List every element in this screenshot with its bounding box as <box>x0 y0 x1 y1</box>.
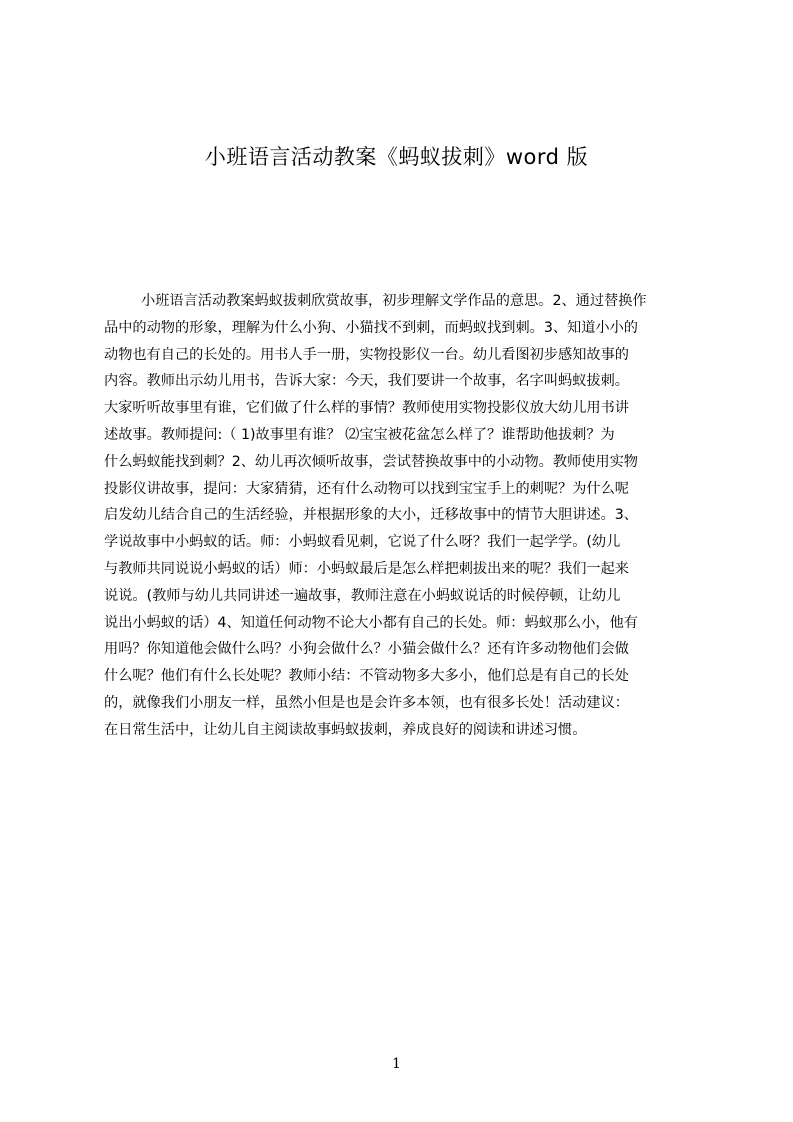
text-line: 投影仪讲故事，提问：大家猜猜，还有什么动物可以找到宝宝手上的刺呢？为什么呢 <box>104 480 629 497</box>
text-line: 小班语言活动教案蚂蚁拔刺欣赏故事，初步理解文学作品的意思。2、通过替换作 <box>141 293 647 309</box>
text-line: 大家听听故事里有谁，它们做了什么样的事情？教师使用实物投影仪放大幼儿用书讲 <box>104 400 629 417</box>
text-line: 学说故事中小蚂蚁的话。师：小蚂蚁看见刺，它说了什么呀？我们一起学学。(幼儿 <box>104 534 621 551</box>
text-line: 的，就像我们小朋友一样，虽然小但是也是会许多本领，也有很多长处！活动建议： <box>104 694 629 711</box>
page-number: 1 <box>392 1056 401 1072</box>
text-line: 用吗？你知道他会做什么吗？小狗会做什么？小猫会做什么？还有许多动物他们会做 <box>104 641 629 658</box>
text-line: 启发幼儿结合自己的生活经验，并根据形象的大小，迁移故事中的情节大胆讲述。3、 <box>104 507 638 524</box>
text-line: 与教师共同说说小蚂蚁的话）师：小蚂蚁最后是怎么样把刺拔出来的呢？我们一起来 <box>104 560 629 577</box>
text-line: 内容。教师出示幼儿用书，告诉大家：今天，我们要讲一个故事，名字叫蚂蚁拔刺。 <box>104 373 629 390</box>
document-title: 小班语言活动教案《蚂蚁拔刺》word 版 <box>204 145 589 169</box>
text-line: 品中的动物的形象，理解为什么小狗、小猫找不到刺，而蚂蚁找到刺。3、知道小小的 <box>104 319 638 336</box>
text-line: 说说。(教师与幼儿共同讲述一遍故事，教师注意在小蚂蚁说话的时候停顿，让幼儿 <box>104 587 621 604</box>
text-line: 什么呢？他们有什么长处呢？教师小结：不管动物多大多小，他们总是有自己的长处 <box>104 668 629 685</box>
text-line: 说出小蚂蚁的话）4、知道任何动物不论大小都有自己的长处。师：蚂蚁那么小，他有 <box>104 614 638 631</box>
body-paragraph <box>104 288 698 744</box>
text-line: 动物也有自己的长处的。用书人手一册，实物投影仪一台。幼儿看图初步感知故事的 <box>104 346 629 363</box>
text-line: 什么蚂蚁能找到刺？2、幼儿再次倾听故事，尝试替换故事中的小动物。教师使用实物 <box>104 453 638 470</box>
text-line: 述故事。教师提问:（ 1)故事里有谁？ ⑵宝宝被花盆怎么样了？谁帮助他拔刺？为 <box>104 426 615 443</box>
text-line: 在日常生活中，让幼儿自主阅读故事蚂蚁拔刺，养成良好的阅读和讲述习惯。 <box>104 721 587 738</box>
